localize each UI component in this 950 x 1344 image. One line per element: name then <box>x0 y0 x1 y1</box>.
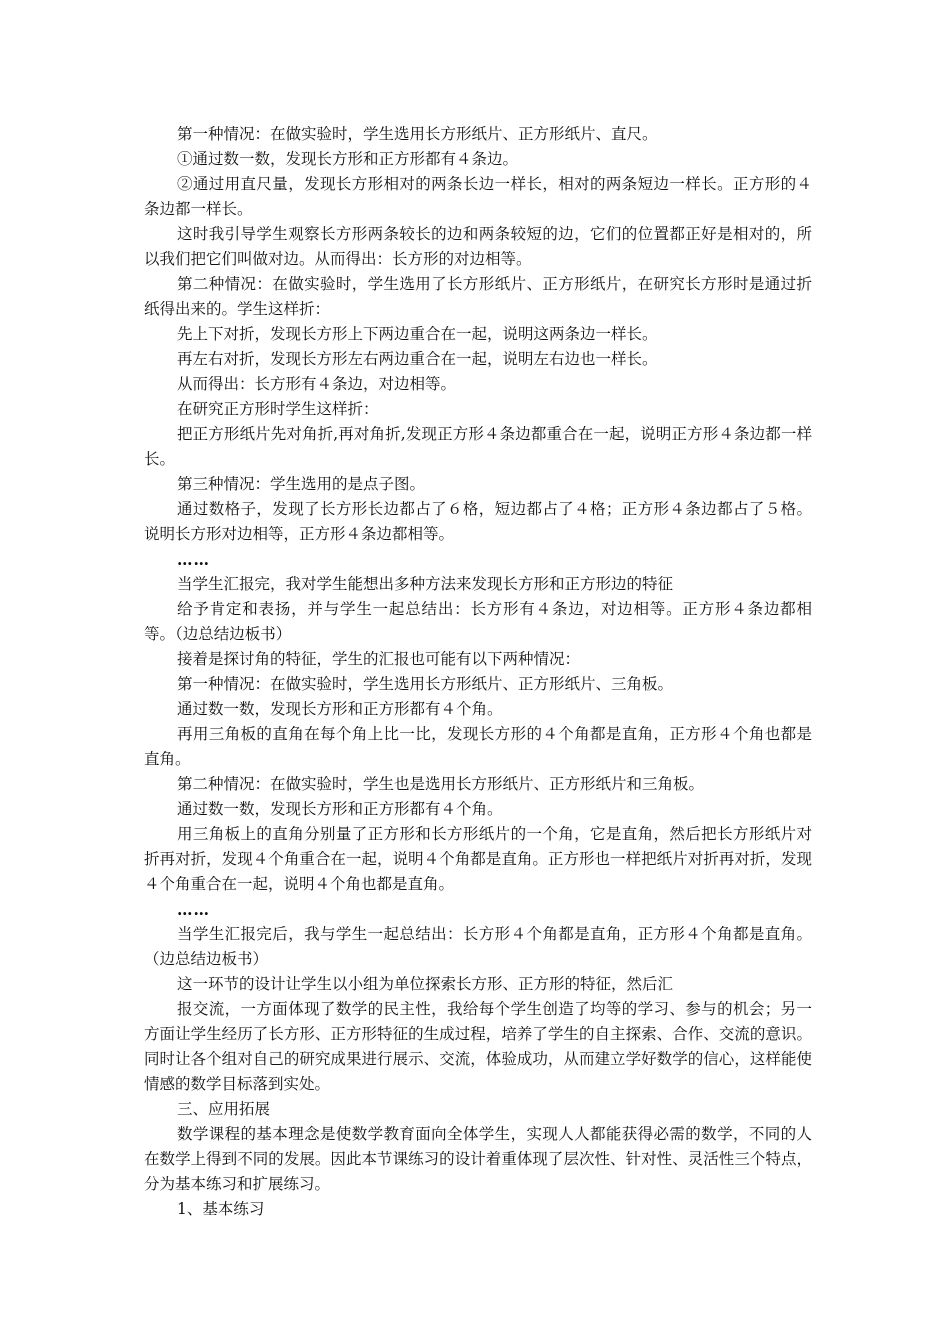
paragraph: 通过数格子，发现了长方形长边都占了６格，短边都占了４格；正方形４条边都占了５格。说明长方形对边相等，正方形４条边都相等。 <box>144 500 812 543</box>
ellipsis-separator: …… <box>177 900 210 919</box>
paragraph: 这时我引导学生观察长方形两条较长的边和两条较短的边，它们的位置都正好是相对的，所以我们把它们叫做对边。从而得出：长方形的对边相等。 <box>144 225 812 268</box>
paragraph: 第一种情况：在做实验时，学生选用长方形纸片、正方形纸片、三角板。 <box>177 675 674 693</box>
paragraph: 第三种情况：学生选用的是点子图。 <box>177 475 426 493</box>
paragraph: 从而得出：长方形有４条边，对边相等。 <box>177 375 457 393</box>
paragraph: 在研究正方形时学生这样折： <box>177 400 379 418</box>
document-body <box>144 122 812 1222</box>
paragraph: 当学生汇报完，我对学生能想出多种方法来发现长方形和正方形边的特征 <box>177 575 674 593</box>
paragraph: 给予肯定和表扬，并与学生一起总结出：长方形有４条边，对边相等。正方形４条边都相等。（边总结边板书） <box>144 600 812 643</box>
paragraph: 先上下对折，发现长方形上下两边重合在一起，说明这两条边一样长。 <box>177 325 658 343</box>
paragraph: 再用三角板的直角在每个角上比一比，发现长方形的４个角都是直角，正方形４个角也都是直角。 <box>144 725 812 768</box>
paragraph: 当学生汇报完后，我与学生一起总结出：长方形４个角都是直角，正方形４个角都是直角。（边总结边板书） <box>144 925 812 968</box>
paragraph: 数学课程的基本理念是使数学教育面向全体学生，实现人人都能获得必需的数学，不同的人在数学上得到不同的发展。因此本节课练习的设计着重体现了层次性、针对性、灵活性三个特点，分为基本练习和扩展练习。 <box>144 1125 812 1193</box>
paragraph: 通过数一数，发现长方形和正方形都有４个角。 <box>177 800 503 818</box>
ellipsis-separator: …… <box>177 550 210 569</box>
paragraph: 接着是探讨角的特征，学生的汇报也可能有以下两种情况： <box>177 650 581 668</box>
subsection-heading: 1、基本练习 <box>177 1200 265 1218</box>
paragraph: ①通过数一数，发现长方形和正方形都有４条边。 <box>177 150 519 168</box>
paragraph: 通过数一数，发现长方形和正方形都有４个角。 <box>177 700 503 718</box>
paragraph: 再左右对折，发现长方形左右两边重合在一起，说明左右边也一样长。 <box>177 350 658 368</box>
paragraph: 这一环节的设计让学生以小组为单位探索长方形、正方形的特征，然后汇 <box>177 975 674 993</box>
paragraph: 第二种情况：在做实验时，学生选用了长方形纸片、正方形纸片，在研究长方形时是通过折纸得出来的。学生这样折： <box>144 275 812 318</box>
paragraph: 报交流，一方面体现了数学的民主性，我给每个学生创造了均等的学习、参与的机会；另一方面让学生经历了长方形、正方形特征的生成过程，培养了学生的自主探索、合作、交流的意识。同时让各个组对自己的研究成果进行展示、交流，体验成功，从而建立学好数学的信心，这样能使情感的数学目标落到实处。 <box>144 1000 812 1093</box>
paragraph: ②通过用直尺量，发现长方形相对的两条长边一样长，相对的两条短边一样长。正方形的４条边都一样长。 <box>144 175 812 218</box>
paragraph: 用三角板上的直角分别量了正方形和长方形纸片的一个角，它是直角，然后把长方形纸片对折再对折，发现４个角重合在一起，说明４个角都是直角。正方形也一样把纸片对折再对折，发现４个角重合在一起，说明４个角也都是直角。 <box>144 825 812 893</box>
paragraph: 第二种情况：在做实验时，学生也是选用长方形纸片、正方形纸片和三角板。 <box>177 775 705 793</box>
paragraph: 把正方形纸片先对角折,再对角折,发现正方形４条边都重合在一起，说明正方形４条边都一样长。 <box>144 425 812 468</box>
paragraph: 第一种情况：在做实验时，学生选用长方形纸片、正方形纸片、直尺。 <box>177 125 658 143</box>
section-heading: 三、应用拓展 <box>177 1100 271 1118</box>
